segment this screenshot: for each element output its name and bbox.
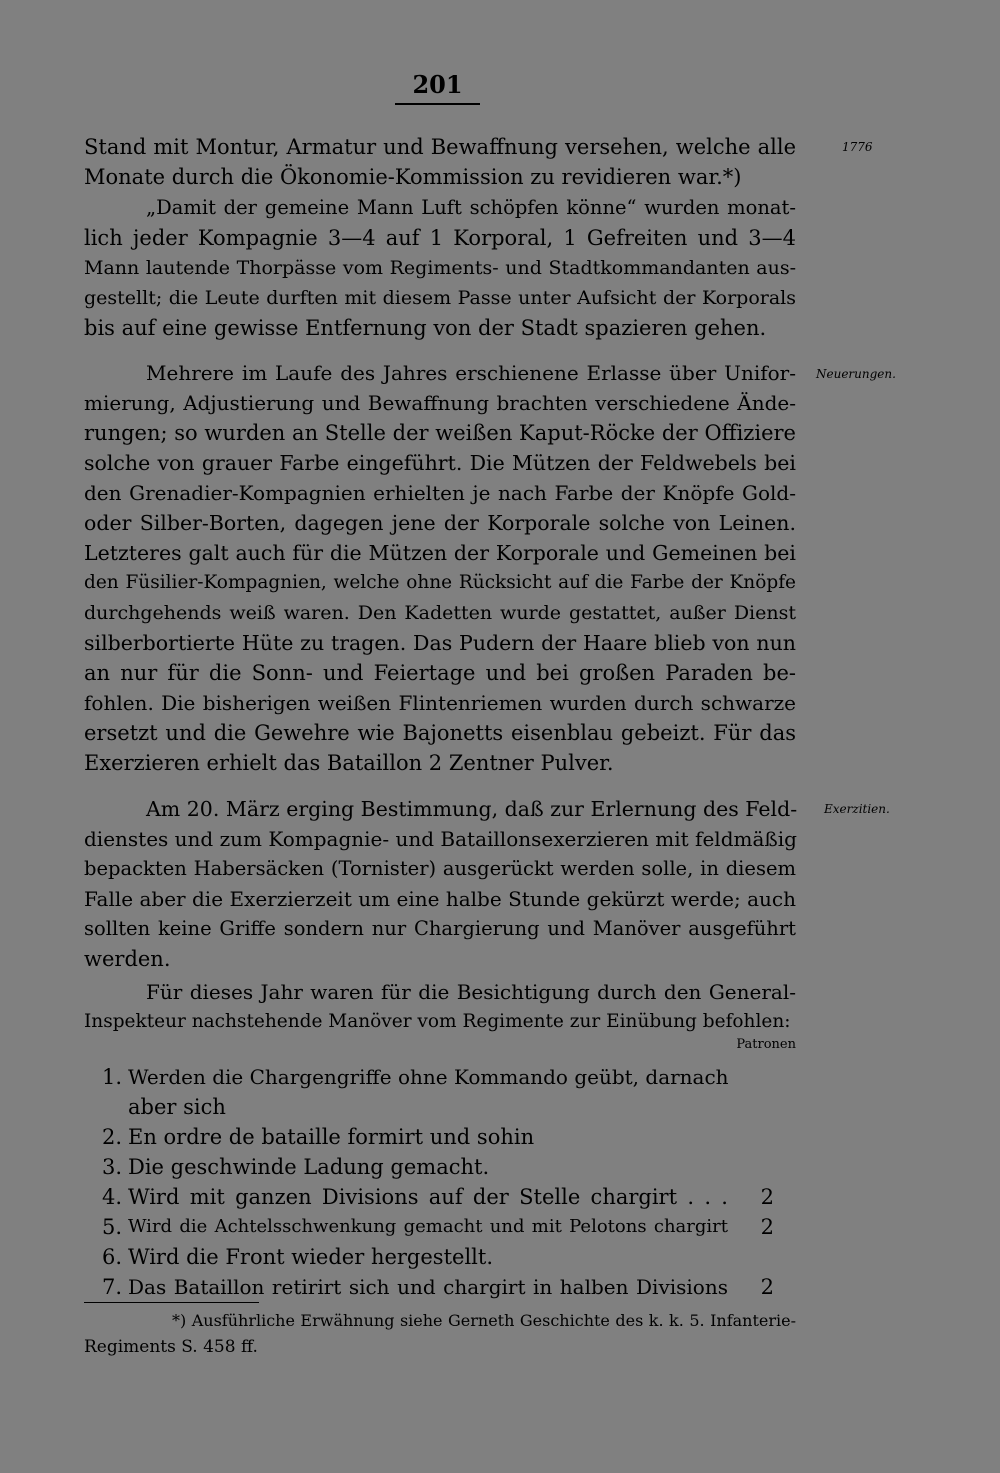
list-item bbox=[84, 1182, 796, 1212]
item-number: 2. bbox=[101, 1125, 122, 1149]
text-line: oder Silber-Borten, dagegen jene der Korporale solche von Leinen. bbox=[84, 511, 796, 535]
list-item bbox=[84, 1122, 796, 1152]
text-line: Falle aber die Exerzierzeit um eine halbe Stunde gekürzt werde; auch bbox=[84, 887, 796, 911]
item-text: Wird mit ganzen Divisions auf der Stelle chargirt . . . bbox=[128, 1185, 728, 1209]
list-item bbox=[84, 1242, 796, 1272]
patronen-column-header: Patronen bbox=[736, 1037, 796, 1052]
list-item bbox=[84, 1212, 796, 1242]
item-number: 3. bbox=[101, 1155, 122, 1179]
text-line: solche von grauer Farbe eingeführt. Die Mützen der Feldwebels bei bbox=[84, 451, 796, 475]
footnote-rule bbox=[84, 1302, 259, 1303]
item-text: aber sich bbox=[128, 1095, 226, 1119]
item-text: Das Bataillon retirirt sich und chargirt in halben Divisions bbox=[128, 1275, 728, 1299]
item-number: 4. bbox=[101, 1185, 122, 1209]
text-line: lich jeder Kompagnie 3—4 auf 1 Korporal, 1 Gefreiten und 3—4 bbox=[84, 226, 796, 250]
margin-note-neuerungen: Neuerungen. bbox=[816, 367, 896, 381]
item-text: Werden die Chargengriffe ohne Kommando geübt, darnach bbox=[128, 1065, 729, 1089]
text-line: an nur für die Sonn- und Feiertage und bei großen Paraden be- bbox=[84, 661, 796, 685]
list-item bbox=[84, 1272, 796, 1302]
item-cartridges: 2 bbox=[760, 1275, 774, 1299]
footnote-line: Regiments S. 458 ff. bbox=[84, 1337, 258, 1357]
text-line: werden. bbox=[84, 947, 171, 971]
text-line: Stand mit Montur, Armatur und Bewaffnung versehen, welche alle bbox=[84, 135, 796, 159]
item-number: 5. bbox=[101, 1215, 122, 1239]
item-cartridges: 2 bbox=[760, 1185, 774, 1209]
item-text: Wird die Front wieder hergestellt. bbox=[128, 1245, 493, 1269]
text-line: mierung, Adjustierung und Bewaffnung brachten verschiedene Ände- bbox=[84, 391, 796, 415]
text-line: silberbortierte Hüte zu tragen. Das Pudern der Haare blieb von nun bbox=[84, 631, 796, 655]
text-line: den Grenadier-Kompagnien erhielten je nach Farbe der Knöpfe Gold- bbox=[84, 481, 796, 505]
text-line: Mann lautende Thorpässe vom Regiments- und Stadtkommandanten aus- bbox=[84, 257, 796, 279]
text-line: gestellt; die Leute durften mit diesem Passe unter Aufsicht der Korporals bbox=[84, 287, 796, 309]
item-text: Wird die Achtelsschwenkung gemacht und mit Pelotons chargirt bbox=[128, 1216, 728, 1237]
item-text: En ordre de bataille formirt und sohin bbox=[128, 1125, 535, 1149]
item-number: 7. bbox=[101, 1275, 122, 1299]
list-item bbox=[84, 1092, 796, 1122]
text-line: Mehrere im Laufe des Jahres erschienene Erlasse über Unifor- bbox=[146, 361, 796, 385]
text-line: fohlen. Die bisherigen weißen Flintenriemen wurden durch schwarze bbox=[84, 691, 796, 715]
text-line: Am 20. März erging Bestimmung, daß zur Erlernung des Feld- bbox=[146, 797, 798, 821]
list-item bbox=[84, 1152, 796, 1182]
text-line: den Füsilier-Kompagnien, welche ohne Rücksicht auf die Farbe der Knöpfe bbox=[84, 572, 796, 593]
footnote-line: *) Ausführliche Erwähnung siehe Gerneth Geschichte des k. k. 5. Infanterie- bbox=[172, 1311, 796, 1330]
text-line: dienstes und zum Kompagnie- und Bataillonsexerzieren mit feldmäßig bbox=[84, 827, 797, 851]
text-line: „Damit der gemeine Mann Luft schöpfen könne“ wurden monat- bbox=[146, 196, 796, 219]
text-line: bepackten Habersäcken (Tornister) ausgerückt werden solle, in diesem bbox=[84, 857, 796, 880]
margin-note-year: 1776 bbox=[842, 140, 873, 154]
text-line: Monate durch die Ökonomie-Kommission zu revidieren war.*) bbox=[84, 165, 742, 189]
text-line: ersetzt und die Gewehre wie Bajonetts eisenblau gebeizt. Für das bbox=[84, 721, 796, 745]
text-line: bis auf eine gewisse Entfernung von der Stadt spazieren gehen. bbox=[84, 316, 767, 340]
list-item bbox=[84, 1062, 796, 1092]
page-number-rule bbox=[395, 103, 480, 105]
text-line: Für dieses Jahr waren für die Besichtigung durch den General- bbox=[146, 980, 796, 1004]
item-cartridges: 2 bbox=[760, 1215, 774, 1239]
text-line: sollten keine Griffe sondern nur Chargierung und Manöver ausgeführt bbox=[84, 917, 796, 940]
item-number: 1. bbox=[101, 1065, 122, 1089]
item-text: Die geschwinde Ladung gemacht. bbox=[128, 1155, 490, 1179]
item-number: 6. bbox=[101, 1245, 122, 1269]
margin-note-exerzitien: Exerzitien. bbox=[824, 802, 890, 816]
page-number: 201 bbox=[412, 70, 463, 99]
text-line: Letzteres galt auch für die Mützen der Korporale und Gemeinen bei bbox=[84, 541, 796, 565]
text-line: rungen; so wurden an Stelle der weißen Kaput-Röcke der Offiziere bbox=[84, 421, 796, 445]
text-line: Inspekteur nachstehende Manöver vom Regimente zur Einübung befohlen: bbox=[84, 1011, 791, 1032]
text-line: Exerzieren erhielt das Bataillon 2 Zentner Pulver. bbox=[84, 751, 614, 775]
text-line: durchgehends weiß waren. Den Kadetten wurde gestattet, außer Dienst bbox=[84, 602, 796, 624]
